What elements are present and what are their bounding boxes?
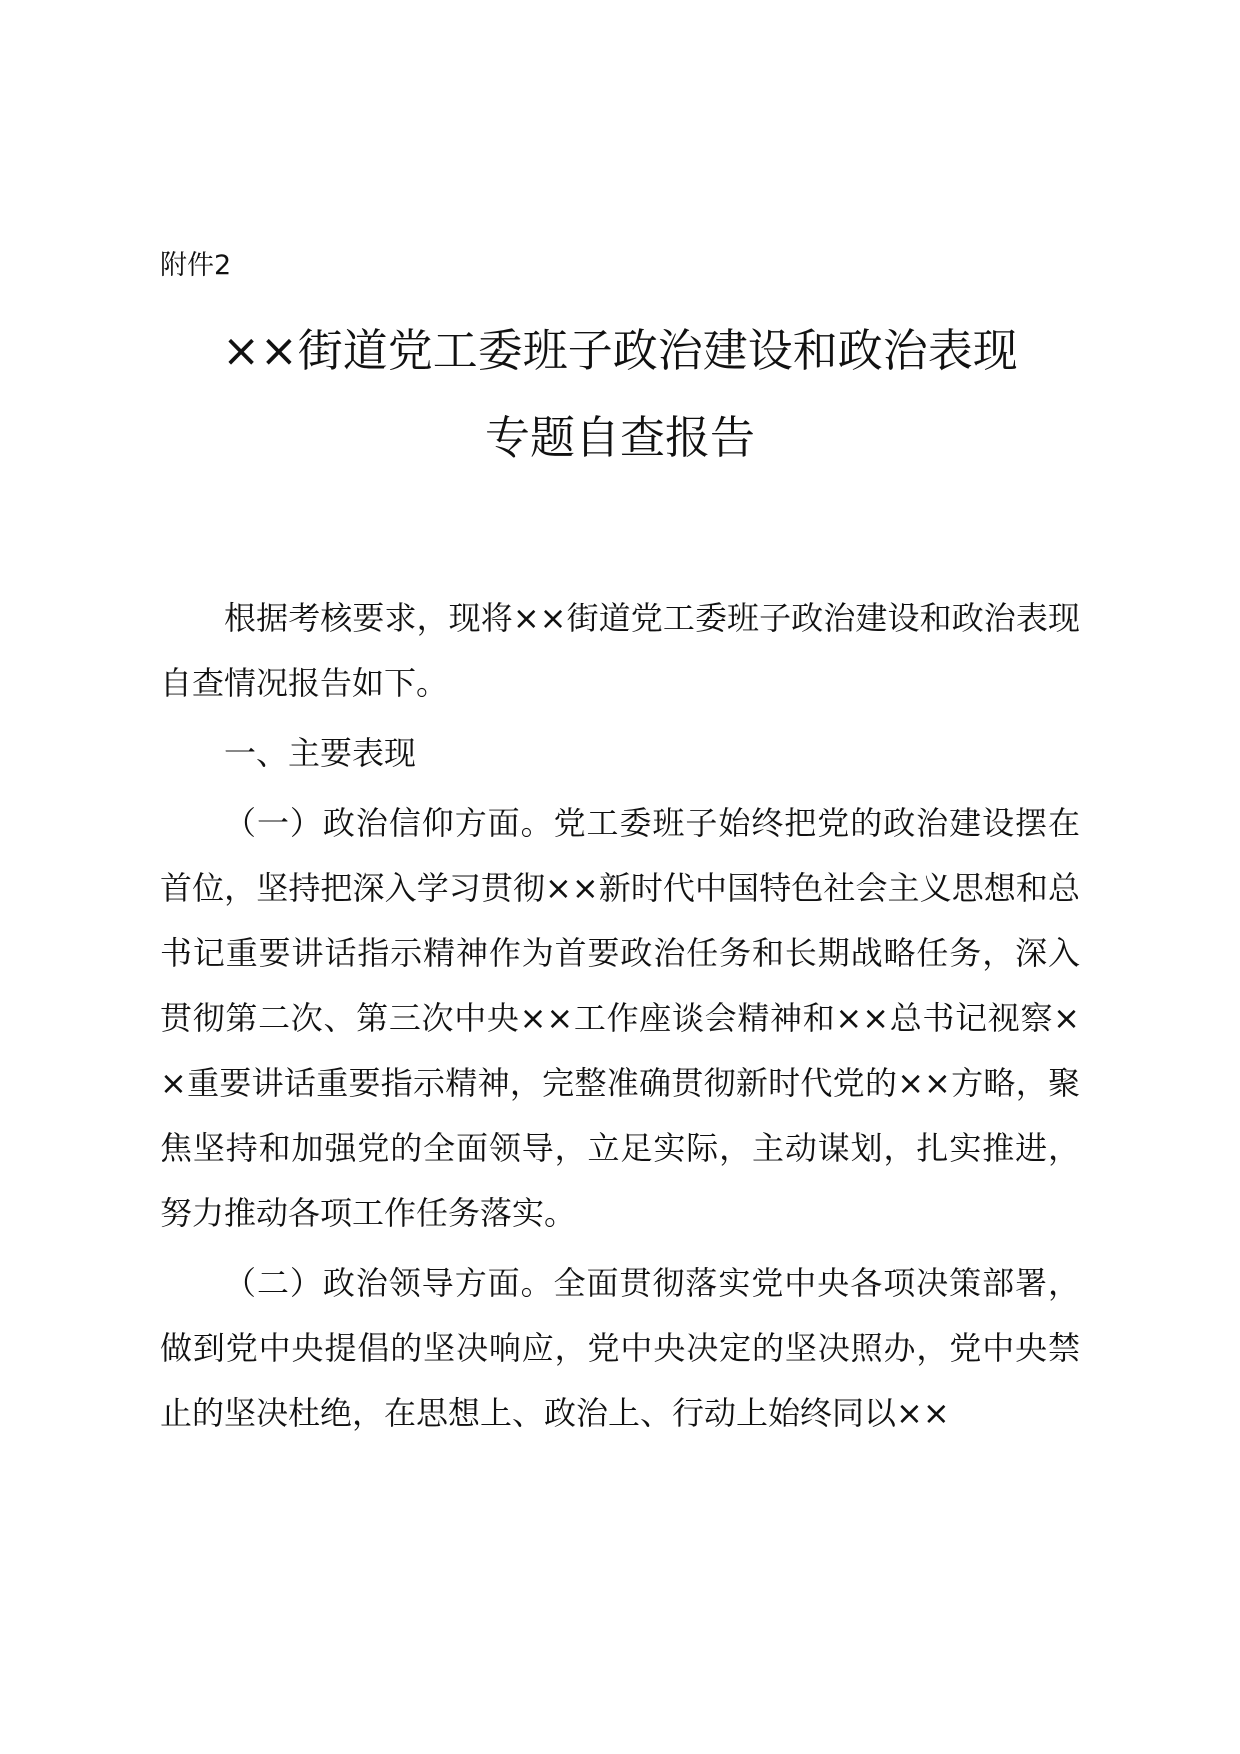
section-heading: 一、主要表现 [224, 734, 417, 772]
body-paragraph-political-leadership: （二）政治领导方面。全面贯彻落实党中央各项决策部署，做到党中央提倡的坚决响应，党中央决定的坚决照办，党中央禁止的坚决杜绝，在思想上、政治上、行动上始终同以×× [160, 1264, 1080, 1432]
attachment-label: 附件2 [160, 250, 232, 281]
body-paragraph-political-belief: （一）政治信仰方面。党工委班子始终把党的政治建设摆在首位，坚持把深入学习贯彻××新时代中国特色社会主义思想和总书记重要讲话指示精神作为首要政治任务和长期战略任务，深入贯彻第二次、第三次中央××工作座谈会精神和××总书记视察××重要讲话重要指示精神，完整准确贯彻新时代党的××方略，聚焦坚持和加强党的全面领导，立足实际，主动谋划，扎实推进，努力推动各项工作任务落实。 [160, 804, 1080, 1232]
intro-paragraph: 根据考核要求，现将××街道党工委班子政治建设和政治表现自查情况报告如下。 [160, 599, 1080, 702]
document-body [160, 586, 1080, 1446]
document-title-line-1: ××街道党工委班子政治建设和政治表现 [222, 324, 1018, 377]
document-title-line-2: 专题自查报告 [484, 411, 755, 464]
